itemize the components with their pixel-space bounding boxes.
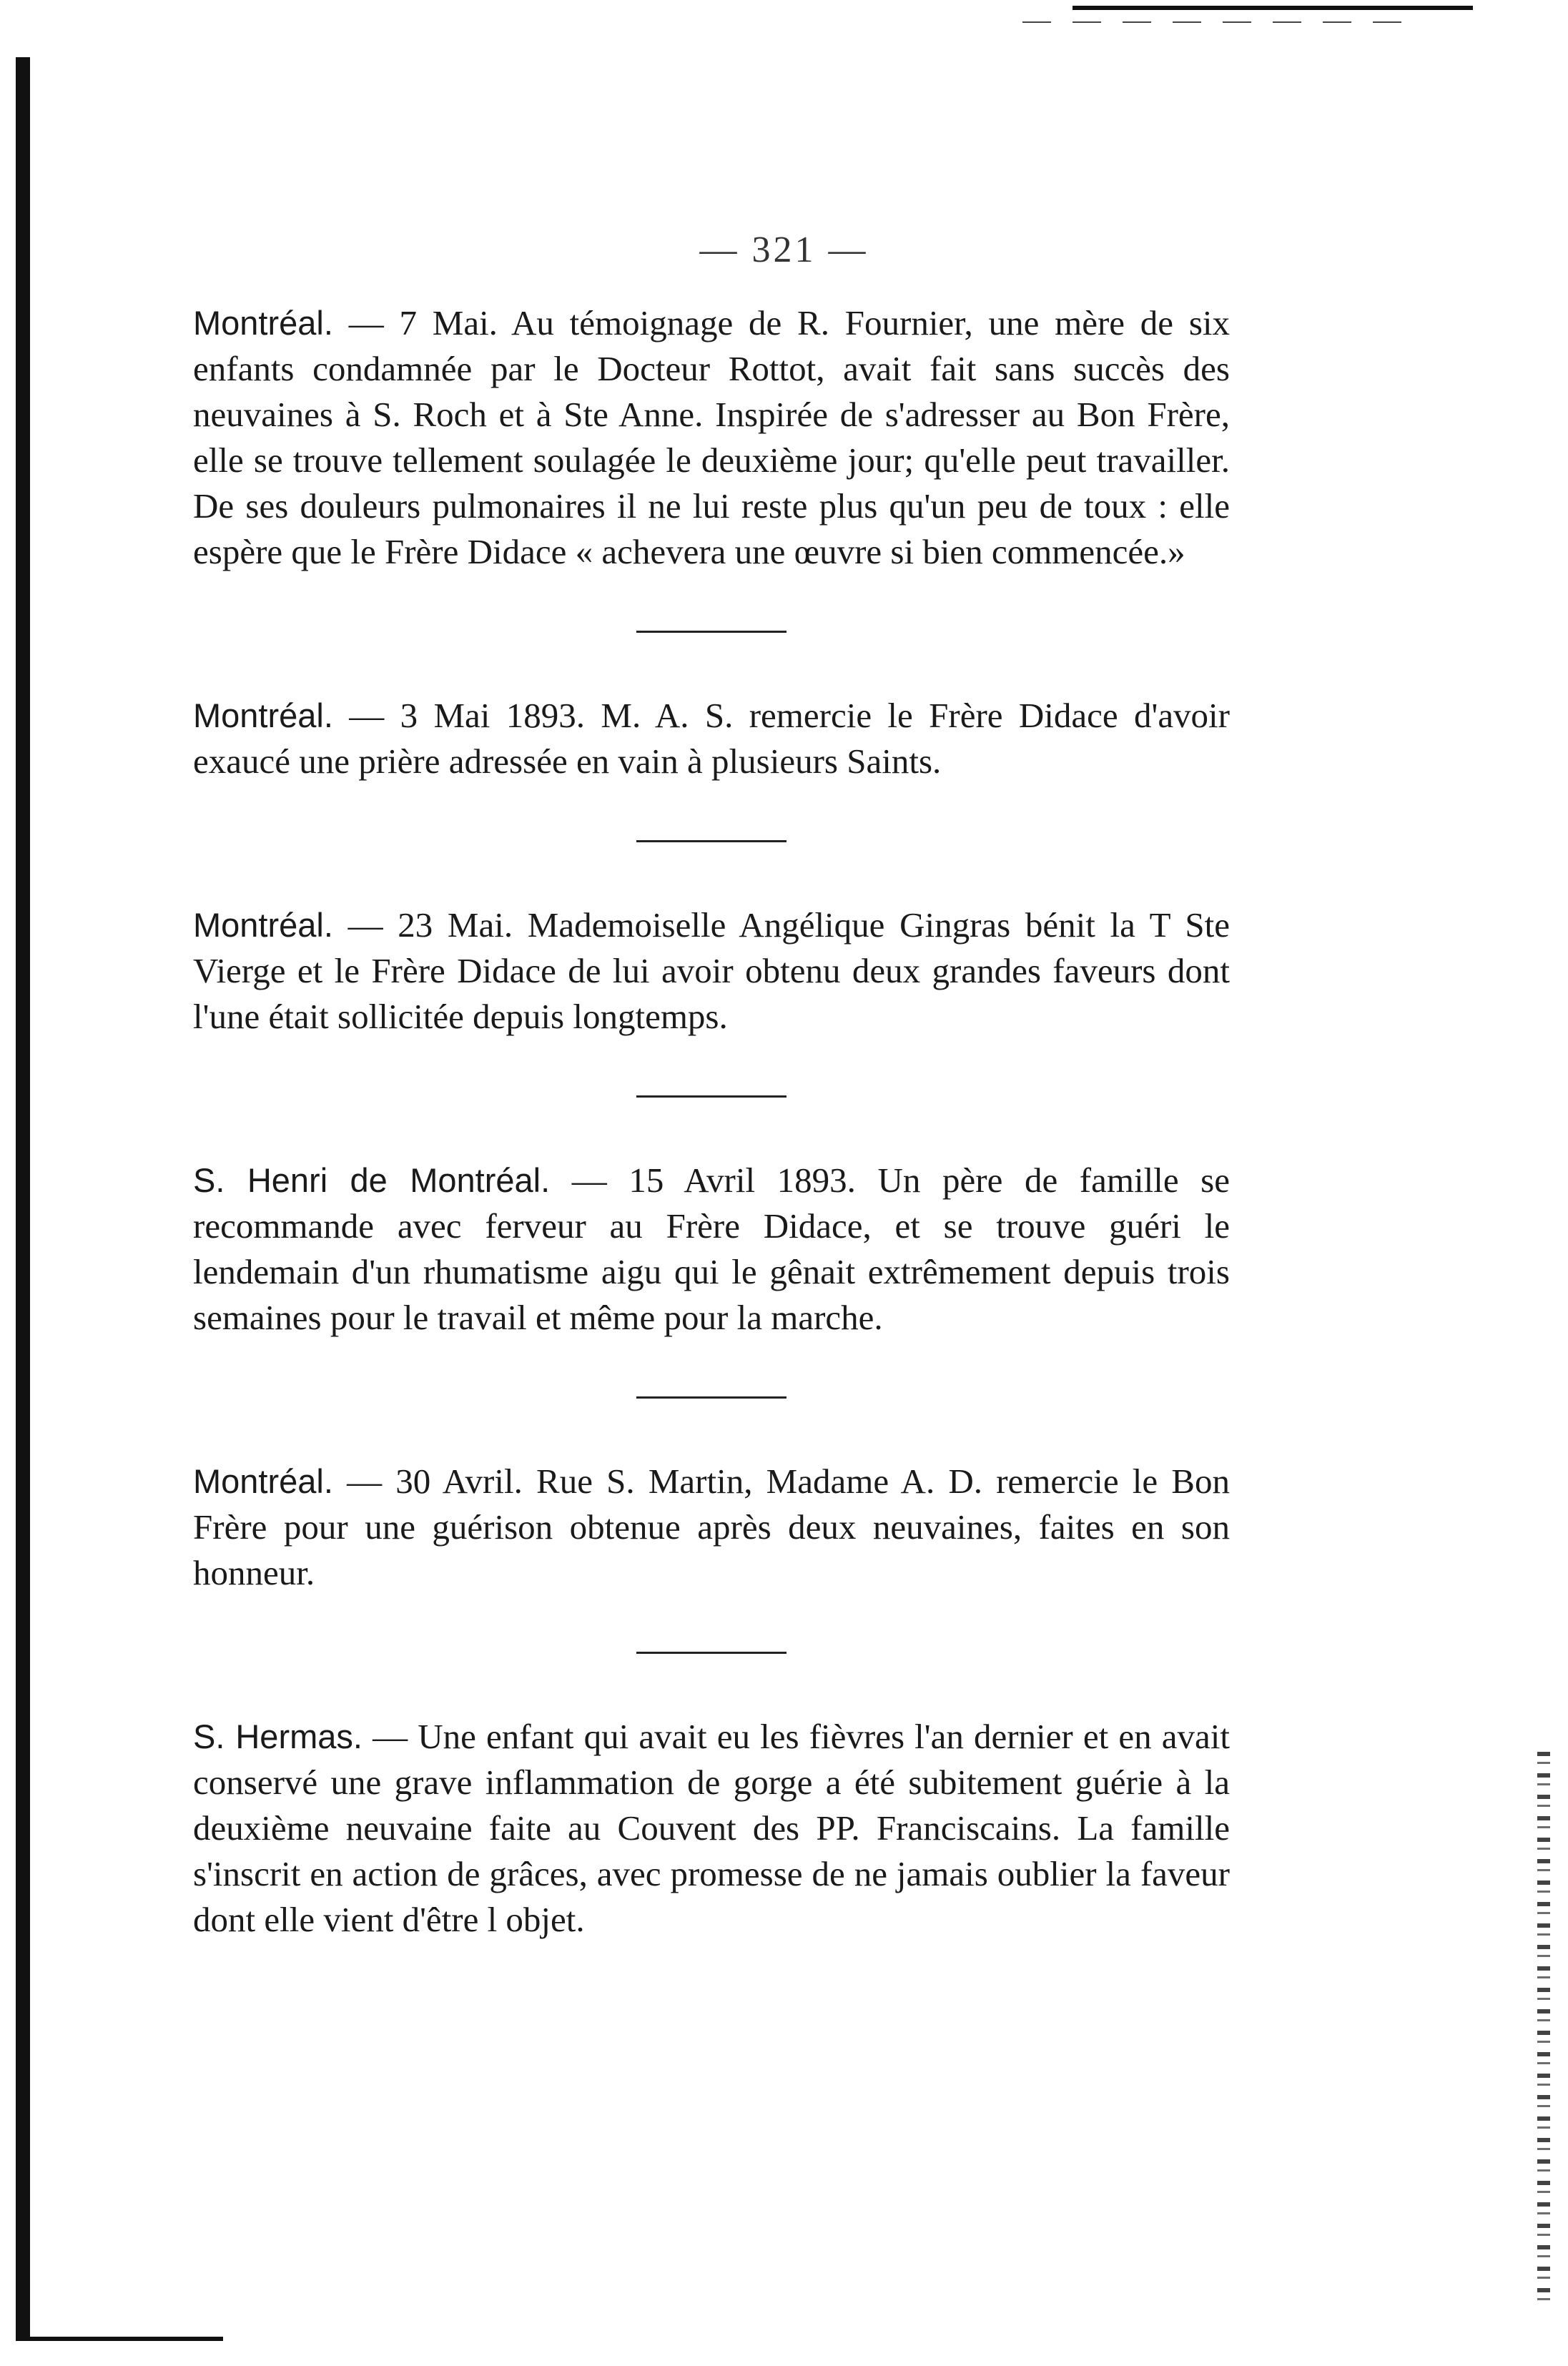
- entry-separator: [636, 1095, 787, 1098]
- scan-left-binding-edge: [16, 57, 30, 2338]
- page-number: — 321 —: [699, 230, 869, 270]
- entry-place: Montréal.: [193, 304, 333, 342]
- entry-1: [193, 300, 1230, 575]
- entry-text: — 7 Mai. Au témoignage de R. Fournier, une mère de six enfants condamnée par le Docteur Rottot, avait fait sans succès des neuvaines à S. Roch et à Ste Anne. Inspirée de s'adresser au Bon Frère, elle se trouve tellement soulagée le deuxième jour; qu'elle peut travailler. De ses douleurs pulmonaires il ne lui reste plus qu'un peu de toux : elle espère que le Frère Didace « achevera une œuvre si bien commencée.»: [193, 303, 1230, 571]
- entry-4: [193, 1158, 1230, 1341]
- entry-place: Montréal.: [193, 696, 333, 734]
- entry-6: [193, 1714, 1230, 1943]
- entry-separator: [636, 631, 787, 633]
- entry-3: [193, 902, 1230, 1040]
- entry-place: Montréal.: [193, 906, 333, 944]
- scan-bottom-edge: [16, 2337, 223, 2341]
- entry-separator: [636, 1396, 787, 1399]
- entry-text: — 15 Avril 1893. Un père de famille se recommande avec ferveur au Frère Didace, et se trouve guéri le lendemain d'un rhumatisme aigu qui le gênait extrêmement depuis trois semaines pour le travail et même pour la marche.: [193, 1160, 1230, 1337]
- entry-text: — 30 Avril. Rue S. Martin, Madame A. D. remercie le Bon Frère pour une guérison obtenue après deux neuvaines, faites en son honneur.: [193, 1462, 1230, 1592]
- entry-separator: [636, 840, 787, 842]
- entry-2: [193, 693, 1230, 784]
- scan-top-rule: [1073, 6, 1473, 10]
- entry-place: S. Hermas.: [193, 1717, 363, 1755]
- entry-text: — Une enfant qui avait eu les fièvres l'an dernier et en avait conservé une grave inflammation de gorge a été subitement guérie à la deuxième neuvaine faite au Couvent des PP. Franciscains. La famille s'inscrit en action de grâces, avec promesse de ne jamais oublier la faveur dont elle vient d'être l objet.: [193, 1717, 1231, 1939]
- entry-text: — 3 Mai 1893. M. A. S. remercie le Frère Didace d'avoir exaucé une prière adressée en vain à plusieurs Saints.: [193, 696, 1230, 781]
- scan-top-rule-dashed: [1022, 21, 1423, 23]
- entry-separator: [636, 1652, 787, 1654]
- scan-right-edge-noise: [1537, 1752, 1550, 2310]
- entry-place: Montréal.: [193, 1462, 333, 1500]
- entry-5: [193, 1459, 1230, 1596]
- entry-text: — 23 Mai. Mademoiselle Angélique Gingras bénit la T Ste Vierge et le Frère Didace de lui avoir obtenu deux grandes faveurs dont l'une était sollicitée depuis longtemps.: [193, 905, 1230, 1036]
- entry-place: S. Henri de Montréal.: [193, 1161, 551, 1199]
- page-body: [193, 300, 1230, 1943]
